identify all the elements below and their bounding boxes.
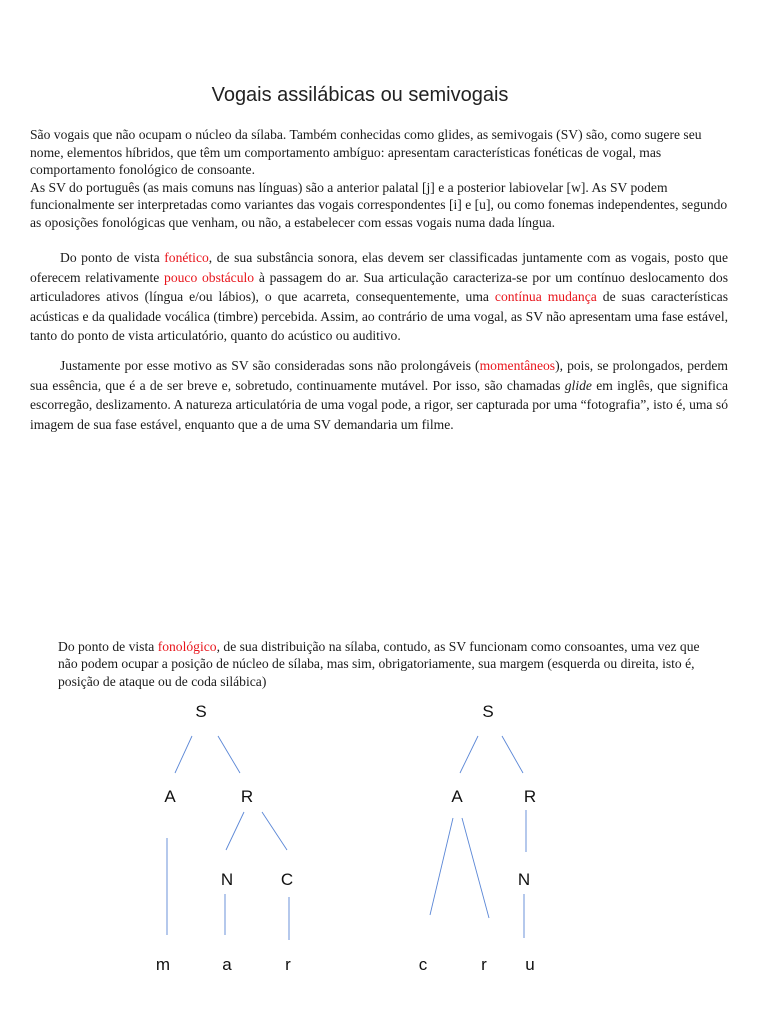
tree2-segment-c: c xyxy=(418,955,428,974)
tree1-branch-s-r xyxy=(218,736,240,773)
tree2-branch-a-c xyxy=(430,818,453,915)
tree1-node-r: R xyxy=(240,787,254,806)
tree1-node-s: S xyxy=(195,702,207,721)
term-continua-mudanca: contínua mudança xyxy=(494,289,597,305)
tree2-segment-r: r xyxy=(481,955,487,974)
p3-text-2: , de sua distribuição na sílaba, contudo, as SV funcionam como consoantes, uma vez que não podem ocupar a posição de núcleo de sílaba, mas sim, obrigatoriamente, sua margem (esquerda ou direita, isto é, posição de ataque ou de coda silábica) xyxy=(58,639,700,689)
term-fonologico: fonológico xyxy=(157,639,217,654)
p1-text-2: , de sua substância sonora, elas devem ser classificadas juntamente com as vogais, posto que oferecem relativamente xyxy=(30,250,728,285)
tree1-segment-m: m xyxy=(155,955,171,974)
term-glide: glide xyxy=(564,377,592,393)
intro-line-1: São vogais que não ocupam o núcleo da sílaba. Também conhecidas como glides, as semivogais (SV) são, como sugere seu nome, elementos híbridos, que têm um comportamento ambíguo: apresentam características fonéticas de vogal, mas comportamento fonológico de consoante. xyxy=(30,127,702,178)
intro-line-2: As SV do português (as mais comuns nas línguas) são a anterior palatal [j] e a posterior labiovelar [w]. As SV podem funcionalmente ser interpretadas como variantes das vogais correspondentes [i] e [u], ou como fonemas independentes, segundo as oposições fonológicas que venham, ou não, a estabelecer com essas vogais numa dada língua. xyxy=(30,179,728,230)
term-momentaneos: momentâneos xyxy=(479,358,556,373)
tree1-node-c: C xyxy=(280,870,294,889)
syllable-tree-mar xyxy=(156,702,293,974)
term-fonetico: fonético xyxy=(164,250,209,265)
tree2-branch-a-r xyxy=(462,818,489,918)
phonetic-paragraph xyxy=(30,248,728,346)
p2-text-2: ), pois, se prolongados, perdem sua essência, que é a de ser breve e, sobretudo, continuamente mutável. Por isso, são chamadas xyxy=(30,358,728,393)
tree1-segment-r: r xyxy=(285,955,291,974)
p1-text-1: Do ponto de vista xyxy=(60,250,165,265)
intro-paragraph xyxy=(30,126,730,232)
tree2-node-s: S xyxy=(482,702,494,721)
tree2-segment-u: u xyxy=(525,955,535,974)
tree2-branch-s-a xyxy=(460,736,478,773)
syllable-trees-diagram xyxy=(0,690,768,1024)
term-pouco-obstaculo: pouco obstáculo xyxy=(164,269,255,285)
syllable-tree-cru xyxy=(419,702,536,974)
page-title: Vogais assilábicas ou semivogais xyxy=(211,84,509,106)
p2-text-1: Justamente por esse motivo as SV são consideradas sons não prolongáveis ( xyxy=(60,358,480,373)
tree1-branch-s-a xyxy=(175,736,192,773)
p2-text-3: em inglês, que significa escorregão, deslizamento. A natureza articulatória de uma vogal pode, a rigor, ser capturada por uma “fotografia”, isto é, uma só imagem de sua fase estável, enquanto que a de uma SV demandaria um filme. xyxy=(30,377,728,432)
tree1-branch-r-c xyxy=(262,812,287,850)
p1-text-3: à passagem do ar. Sua articulação caracteriza-se por um contínuo deslocamento dos articuladores ativos (língua e/ou lábios), o que acarreta, consequentemente, uma xyxy=(30,269,729,305)
p1-text-4: de suas características acústicas e da qualidade vocálica (timbre) percebida. Assim, ao contrário de uma vogal, as SV não apresentam uma fase estável, tanto do ponto de vista articulatório, quanto do acústico ou auditivo. xyxy=(30,289,728,344)
tree1-segment-a: a xyxy=(222,955,232,974)
tree2-node-a: A xyxy=(451,787,463,806)
p3-text-1: Do ponto de vista xyxy=(58,639,158,654)
phonological-paragraph xyxy=(58,638,708,690)
tree2-node-n: N xyxy=(517,870,531,889)
glide-paragraph xyxy=(30,356,728,434)
tree1-node-n: N xyxy=(220,870,234,889)
tree2-branch-s-r xyxy=(502,736,523,773)
tree1-branch-r-n xyxy=(226,812,244,850)
tree1-node-a: A xyxy=(164,787,176,806)
tree2-node-r: R xyxy=(523,787,537,806)
